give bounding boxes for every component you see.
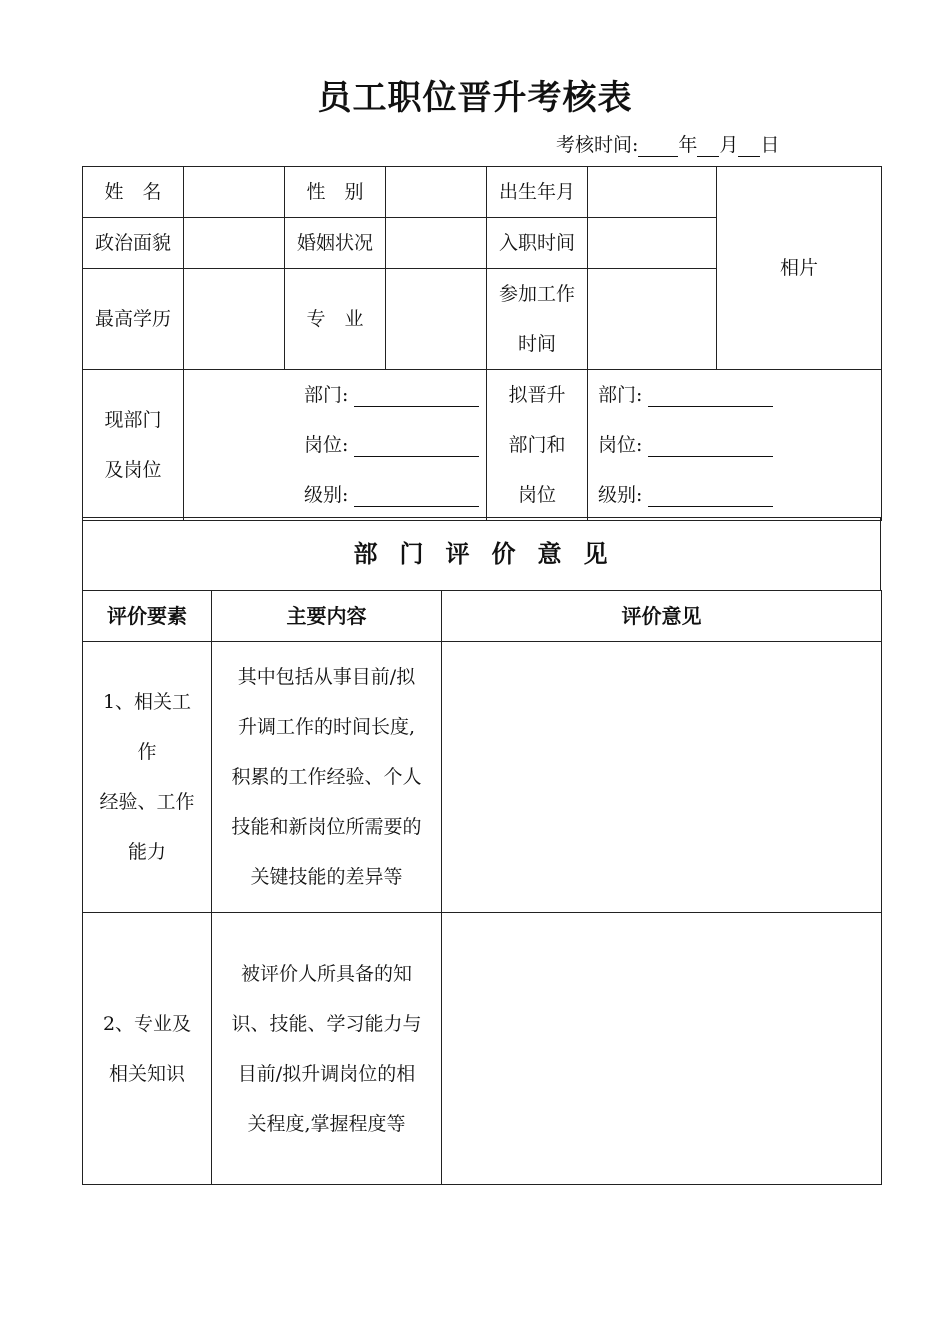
photo-cell[interactable]: 相片: [717, 167, 882, 370]
day-blank[interactable]: [738, 138, 760, 157]
marital-label: 婚姻状况: [285, 218, 386, 269]
content-line: 技能和新岗位所需要的: [231, 816, 422, 838]
header-factor: 评价要素: [83, 591, 212, 642]
section-title-table: [82, 517, 881, 591]
current-dept-field-label: 部门:: [304, 384, 349, 406]
evaluation-table: [82, 590, 882, 1185]
target-dept-line[interactable]: [588, 370, 881, 420]
hire-date-field[interactable]: [588, 218, 717, 269]
current-level-line[interactable]: [184, 470, 486, 520]
assessment-date-label: 考核时间:: [556, 134, 639, 156]
target-post-line[interactable]: [588, 420, 881, 470]
work-start-label: [487, 269, 588, 370]
target-post-field-label: 岗位:: [598, 434, 643, 456]
marital-field[interactable]: [386, 218, 487, 269]
target-dept-label-line: 部门和: [508, 434, 566, 456]
content-line: 升调工作的时间长度,: [237, 716, 416, 738]
content-line: 被评价人所具备的知: [240, 962, 412, 985]
hire-date-label: 入职时间: [487, 218, 588, 269]
current-dept-label-line: 现部门: [104, 409, 162, 431]
content-cell: [212, 913, 442, 1185]
year-label: 年: [678, 134, 698, 156]
work-start-label-line: 时间: [517, 333, 556, 355]
content-line: 积累的工作经验、个人: [231, 766, 422, 788]
content-line: 其中包括从事目前/拟: [237, 666, 416, 688]
content-line: 目前/拟升调岗位的相: [237, 1062, 416, 1085]
content-line: 关键技能的差异等: [250, 866, 403, 888]
gender-label: 性 别: [285, 167, 386, 218]
factor-line: 能力: [127, 841, 166, 863]
month-label: 月: [719, 134, 739, 156]
table-row: [83, 913, 882, 1185]
political-label: 政治面貌: [83, 218, 184, 269]
birth-label: 出生年月: [487, 167, 588, 218]
current-dept-label: [83, 370, 184, 521]
gender-field[interactable]: [386, 167, 487, 218]
opinion-field[interactable]: [442, 642, 882, 913]
target-dept-label-line: 拟晋升: [508, 384, 566, 406]
target-dept-blank[interactable]: [648, 386, 773, 407]
assessment-date-line: [556, 130, 779, 157]
month-blank[interactable]: [697, 138, 719, 157]
current-dept-fields: [184, 370, 487, 521]
day-label: 日: [760, 134, 780, 156]
personal-info-table: [82, 166, 882, 521]
factor-line: 相关知识: [108, 1062, 185, 1085]
current-post-field-label: 岗位:: [304, 434, 349, 456]
birth-field[interactable]: [588, 167, 717, 218]
factor-cell: [83, 642, 212, 913]
target-post-blank[interactable]: [648, 436, 773, 457]
target-dept-label-line: 岗位: [517, 484, 556, 506]
work-start-label-line: 参加工作: [498, 283, 575, 305]
table-row: [83, 642, 882, 913]
factor-line: 2、专业及: [102, 1012, 192, 1035]
current-level-blank[interactable]: [354, 486, 479, 507]
factor-line: 1、相关工: [102, 691, 192, 713]
major-field[interactable]: [386, 269, 487, 370]
current-dept-label-line: 及岗位: [104, 459, 162, 481]
target-dept-fields: [588, 370, 882, 521]
header-content: 主要内容: [212, 591, 442, 642]
target-dept-field-label: 部门:: [598, 384, 643, 406]
factor-line: 作: [137, 741, 157, 763]
opinion-field[interactable]: [442, 913, 882, 1185]
education-label: 最高学历: [83, 269, 184, 370]
target-level-line[interactable]: [588, 470, 881, 520]
current-post-blank[interactable]: [354, 436, 479, 457]
factor-cell: [83, 913, 212, 1185]
header-opinion: 评价意见: [442, 591, 882, 642]
content-line: 关程度,掌握程度等: [247, 1112, 406, 1135]
target-level-blank[interactable]: [648, 486, 773, 507]
current-level-field-label: 级别:: [304, 484, 349, 506]
year-blank[interactable]: [638, 138, 678, 157]
major-label: 专 业: [285, 269, 386, 370]
content-line: 识、技能、学习能力与: [231, 1012, 422, 1035]
political-field[interactable]: [184, 218, 285, 269]
education-field[interactable]: [184, 269, 285, 370]
content-cell: [212, 642, 442, 913]
name-label: 姓 名: [83, 167, 184, 218]
current-dept-blank[interactable]: [354, 386, 479, 407]
factor-line: 经验、工作: [99, 791, 195, 813]
current-dept-line[interactable]: [184, 370, 486, 420]
name-field[interactable]: [184, 167, 285, 218]
target-dept-label: [487, 370, 588, 521]
section-title: 部门评价意见: [83, 518, 881, 591]
current-post-line[interactable]: [184, 420, 486, 470]
page-title: 员工职位晋升考核表: [317, 78, 633, 118]
target-level-field-label: 级别:: [598, 484, 643, 506]
work-start-field[interactable]: [588, 269, 717, 370]
